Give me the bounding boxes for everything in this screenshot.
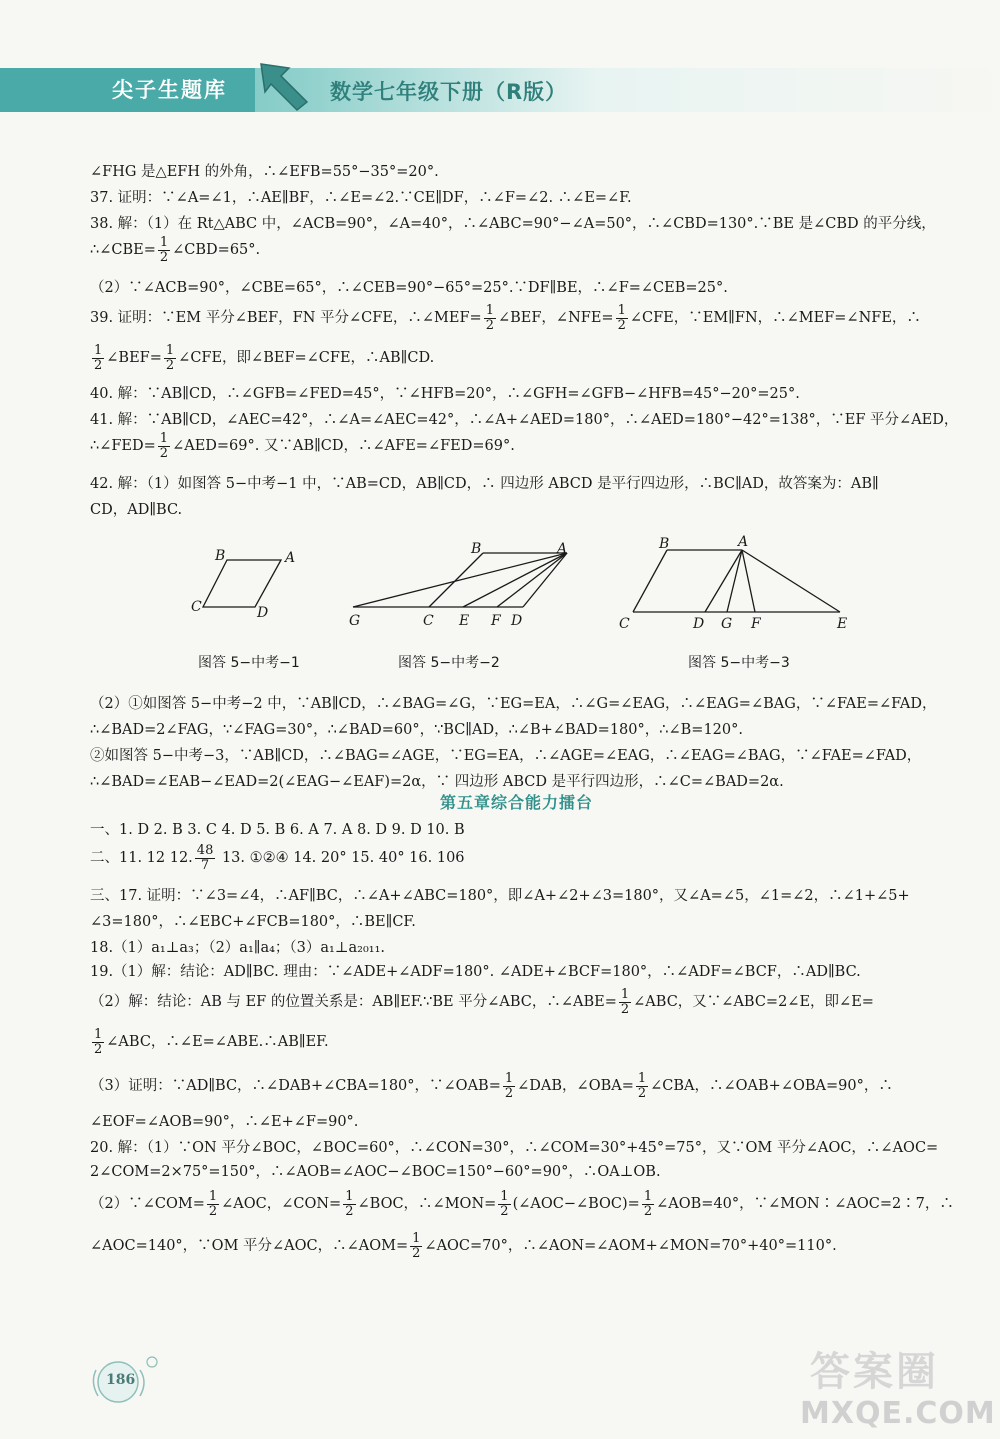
- fraction-half: $\frac{1}{2}$: [620, 987, 630, 1017]
- fraction-half: $\frac{1}{2}$: [643, 1189, 653, 1219]
- text-line: $\frac{1}{2}$ ∠ABC，∴∠E=∠ABE.∴AB∥EF.: [94, 1027, 329, 1057]
- fig-label: A: [738, 534, 749, 550]
- text-line: ∴∠FED= $\frac{1}{2}$ ∠AED=69°. 又∵AB∥CD，∴∠AFE=∠FED=69°.: [90, 431, 515, 461]
- text-line: ∠FHG 是△EFH 的外角，∴∠EFB=55°−35°=20°.: [90, 164, 439, 180]
- fig-label: F: [491, 613, 501, 629]
- fraction-half: $\frac{1}{2}$: [165, 343, 175, 373]
- text-line: 18.（1）a₁⊥a₃；（2）a₁∥a₄；（3）a₁⊥a₂₀₁₁.: [90, 940, 385, 956]
- text-line: ∠EOF=∠AOB=90°，∴∠E+∠F=90°.: [90, 1114, 359, 1130]
- fig-label: D: [257, 605, 269, 621]
- figure-2: [345, 535, 585, 635]
- fraction-half: $\frac{1}{2}$: [504, 1071, 514, 1101]
- fraction-48-7: $\frac{48}{7}$: [196, 843, 214, 873]
- arrow-icon: [255, 58, 315, 113]
- fig-label: C: [619, 616, 630, 632]
- brand-title: 尖子生题库: [112, 78, 227, 102]
- fig-label: D: [693, 616, 705, 632]
- text-line: 2∠COM=2×75°=150°，∴∠AOB=∠AOC−∠BOC=150°−60°=90°，∴OA⊥OB.: [90, 1164, 661, 1180]
- fig-label: B: [659, 536, 670, 552]
- fraction-half: $\frac{1}{2}$: [637, 1071, 647, 1101]
- text-line: ∠3=180°，∴∠EBC+∠FCB=180°，∴BE∥CF.: [90, 914, 416, 930]
- text-line: 38. 解：（1）在 Rt△ABC 中，∠ACB=90°，∠A=40°，∴∠ABC=90°−∠A=50°，∴∠CBD=130°.∵BE 是∠CBD 的平分线，: [90, 216, 936, 232]
- fig-label: B: [471, 541, 482, 557]
- fig-label: E: [837, 616, 848, 632]
- fraction-half: $\frac{1}{2}$: [94, 1027, 103, 1057]
- page-number: 186: [106, 1372, 136, 1388]
- watermark-url: MXQE.COM: [800, 1396, 996, 1431]
- fraction-half: $\frac{1}{2}$: [159, 235, 169, 265]
- fig-label: C: [423, 613, 434, 629]
- watermark-text: 答案圈: [810, 1349, 939, 1395]
- text-line: ②如图答 5−中考−3，∵AB∥CD，∴∠BAG=∠AGE，∵EG=EA，∴∠AGE=∠EAG，∴∠EAG=∠BAG，∵∠FAE=∠FAD，: [90, 748, 922, 764]
- text-line: （3）证明：∵AD∥BC，∴∠DAB+∠CBA=180°，∵∠OAB= $\frac{1}{2}$ ∠DAB，∠OBA= $\frac{1}{2}$ ∠CBA，∴∠OAB+∠OBA=90°，∴: [90, 1071, 893, 1101]
- text-line: ∴∠BAD=2∠FAG，∵∠FAG=30°，∴∠BAD=60°，∵BC∥AD，∴∠B+∠BAD=180°，∴∠B=120°.: [90, 722, 743, 738]
- fraction-half: $\frac{1}{2}$: [159, 431, 169, 461]
- fig-label: G: [349, 613, 361, 629]
- fraction-half: $\frac{1}{2}$: [208, 1189, 218, 1219]
- text-line: ∠AOC=140°，∵OM 平分∠AOC，∴∠AOM= $\frac{1}{2}$ ∠AOC=70°，∴∠AON=∠AOM+∠MON=70°+40°=110°.: [90, 1231, 837, 1261]
- figure-2-caption: 图答 5−中考−2: [398, 655, 500, 671]
- text-line: 一、1. D 2. B 3. C 4. D 5. B 6. A 7. A 8. D 9. D 10. B: [90, 822, 465, 838]
- figure-3: [615, 530, 860, 640]
- fig-label: D: [511, 613, 523, 629]
- text-line: （2）∵∠COM= $\frac{1}{2}$ ∠AOC，∠CON= $\frac{1}{2}$ ∠BOC，∴∠MON= $\frac{1}{2}$ (∠AOC−∠BOC)= $\frac{1}{2}$ ∠AOB=40°，∵∠MON∶∠AOC=2∶7，∴: [90, 1189, 954, 1219]
- figure-1: [185, 545, 315, 630]
- fraction-half: $\frac{1}{2}$: [345, 1189, 354, 1219]
- fig-label: G: [721, 616, 733, 632]
- text-line: $\frac{1}{2}$ ∠BEF= $\frac{1}{2}$ ∠CFE，即∠BEF=∠CFE，∴AB∥CD.: [94, 343, 435, 373]
- text-line: 三、17. 证明：∵∠3=∠4，∴AF∥BC，∴∠A+∠ABC=180°，即∠A+∠2+∠3=180°，又∠A=∠5，∠1=∠2，∴∠1+∠5+: [90, 888, 910, 904]
- fig-label: A: [557, 541, 568, 557]
- text-line: 40. 解：∵AB∥CD，∴∠GFB=∠FED=45°，∵∠HFB=20°，∴∠GFH=∠GFB−∠HFB=45°−20°=25°.: [90, 386, 800, 402]
- text-line: （2）∵∠ACB=90°，∠CBE=65°，∴∠CEB=90°−65°=25°.∵DF∥BE，∴∠F=∠CEB=25°.: [90, 280, 728, 296]
- text-line: ∴∠CBE= $\frac{1}{2}$ ∠CBD=65°.: [90, 235, 261, 265]
- text-line: 20. 解：（1）∵ON 平分∠BOC，∠BOC=60°，∴∠CON=30°，∴∠COM=30°+45°=75°，又∵OM 平分∠AOC，∴∠AOC=: [90, 1140, 939, 1156]
- text-line: 42. 解：（1）如图答 5−中考−1 中，∵AB=CD，AB∥CD，∴ 四边形 ABCD 是平行四边形，∴BC∥AD，故答案为：AB∥: [90, 476, 879, 492]
- fig-label: C: [191, 599, 202, 615]
- text-line: 19.（1）解：结论：AD∥BC. 理由：∵∠ADE+∠ADF=180°. ∠ADE+∠BCF=180°，∴∠ADF=∠BCF，∴AD∥BC.: [90, 964, 861, 980]
- fraction-half: $\frac{1}{2}$: [94, 343, 103, 373]
- fraction-half: $\frac{1}{2}$: [485, 303, 494, 333]
- fraction-half: $\frac{1}{2}$: [617, 303, 626, 333]
- fig-label: B: [215, 548, 226, 564]
- figure-3-caption: 图答 5−中考−3: [688, 655, 790, 671]
- fig-label: F: [751, 616, 761, 632]
- text-line: 39. 证明：∵EM 平分∠BEF，FN 平分∠CFE，∴∠MEF= $\frac{1}{2}$ ∠BEF，∠NFE= $\frac{1}{2}$ ∠CFE，∵EM∥FN，∴∠MEF=∠NFE，∴: [90, 303, 921, 333]
- fig-label: A: [285, 550, 296, 566]
- text-line: CD，AD∥BC.: [90, 502, 183, 518]
- section-title: 第五章综合能力擂台: [440, 793, 594, 812]
- book-title: 数学七年级下册（R版）: [330, 80, 568, 104]
- figure-1-caption: 图答 5−中考−1: [198, 655, 300, 671]
- text-line: 41. 解：∵AB∥CD，∠AEC=42°，∴∠A=∠AEC=42°，∴∠A+∠AED=180°，∴∠AED=180°−42°=138°，∵EF 平分∠AED，: [90, 412, 959, 428]
- text-line: 37. 证明：∵∠A=∠1，∴AE∥BF，∴∠E=∠2.∵CE∥DF，∴∠F=∠2. ∴∠E=∠F.: [90, 190, 632, 206]
- fig-label: E: [459, 613, 470, 629]
- text-line: （2）解：结论：AB 与 EF 的位置关系是：AB∥EF.∵BE 平分∠ABC，∴∠ABE= $\frac{1}{2}$ ∠ABC，又∵∠ABC=2∠E，即∠E=: [90, 987, 874, 1017]
- watermark: [800, 1340, 996, 1435]
- text-line: （2）①如图答 5−中考−2 中，∵AB∥CD，∴∠BAG=∠G，∵EG=EA，∴∠G=∠EAG，∴∠EAG=∠BAG，∵∠FAE=∠FAD，: [90, 696, 937, 712]
- text-line: ∴∠BAD=∠EAB−∠EAD=2(∠EAG−∠EAF)=2α，∵ 四边形 ABCD 是平行四边形，∴∠C=∠BAD=2α.: [90, 774, 784, 790]
- fraction-half: $\frac{1}{2}$: [412, 1231, 421, 1261]
- text-line: 二、11. 12 12. $\frac{48}{7}$ 13. ①②④ 14. 20° 15. 40° 16. 106: [90, 843, 465, 873]
- fraction-half: $\frac{1}{2}$: [500, 1189, 509, 1219]
